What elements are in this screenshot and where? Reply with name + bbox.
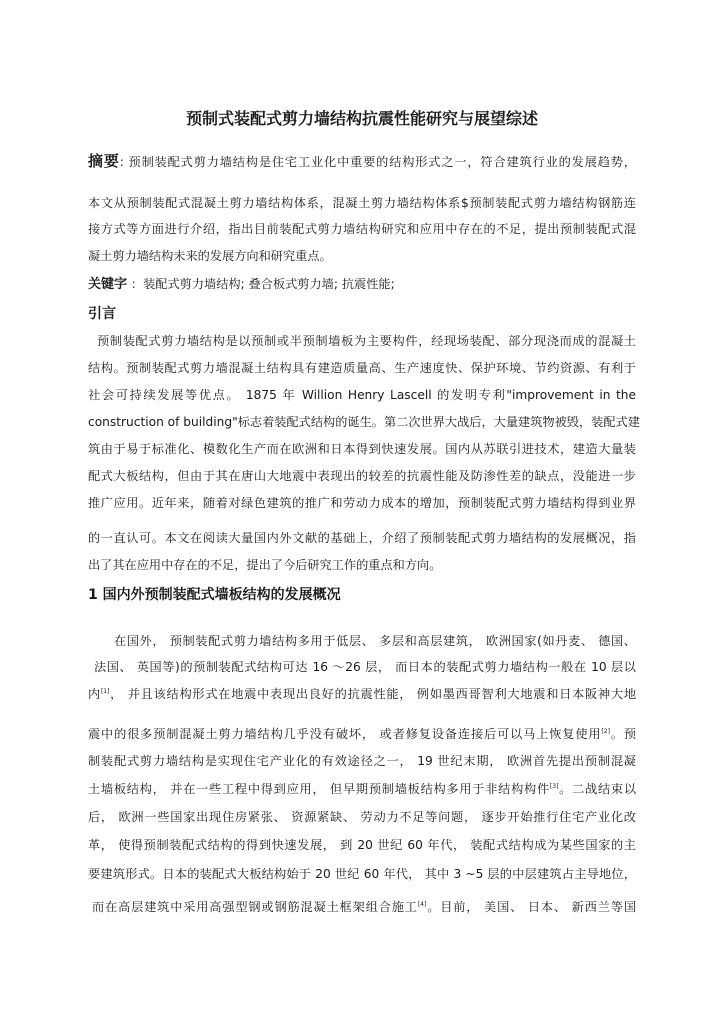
- citation-2: [2]: [601, 727, 610, 735]
- intro-line-4: construction of building"标志着装配式结构的诞生。第二次世界大战后，大量建筑物被毁，装配式建: [88, 415, 640, 429]
- intro-line-6: 配式大板结构，但由于其在唐山大地震中表现出的较差的抗震性能及防渗性差的缺点，没能进一步: [88, 469, 636, 483]
- intro-line-7: 推广应用。近年来，随着对绿色建筑的推广和劳动力成本的增加，预制装配式剪力墙结构得到业界: [88, 496, 636, 510]
- section-1-line-10-b: 。目前， 美国、 日本、 新西兰等国: [426, 900, 637, 914]
- section-1-line-2: 法国、 英国等)的预制装配式结构可达 16 ～26 层， 而日本的装配式剪力墙结构一般在 10 层以: [94, 660, 636, 674]
- section-1-line-8: 革， 使得预制装配式结构的得到快速发展， 到 20 世纪 60 年代， 装配式结构成为某些国家的主: [88, 838, 636, 852]
- citation-1: [1]: [100, 687, 110, 695]
- section-1-line-4-a: 震中的很多预制混凝土剪力墙结构几乎没有破坏， 或者修复设备连接后可以马上恢复使用: [88, 727, 602, 741]
- intro-line-5: 筑由于易于标准化、模数化生产而在欧洲和日本得到快速发展。国内从苏联引进技术，建造大量装: [88, 442, 636, 456]
- abstract-sep: :: [119, 155, 124, 169]
- section-1-line-3: [88, 685, 636, 703]
- intro-line-2: 结构。预制装配式剪力墙混凝土结构具有建造质量高、生产速度快、保护环境、节约资源、有利于: [88, 361, 636, 375]
- citation-3: [3]: [549, 782, 559, 790]
- section-1-line-5: 制装配式剪力墙结构是实现住宅产业化的有效途径之一， 19 世纪末期， 欧洲首先提出预制混凝: [88, 754, 636, 768]
- section-1-line-7: 后， 欧洲一些国家出现住房紧张、 资源紧缺、 劳动力不足等问题， 逐步开始推行住宅产业化改: [88, 810, 636, 824]
- intro-line-1: 预制装配式剪力墙结构是以预制或半预制墙板为主要构件，经现场装配、部分现浇而成的混凝土: [97, 334, 636, 348]
- abstract-line-1: [88, 152, 636, 171]
- section-1-line-6: [88, 780, 636, 798]
- abstract-line-3: 接方式等方面进行介绍，指出目前装配式剪力墙结构研究和应用中存在的不足，提出预制装配式混: [88, 222, 636, 236]
- section-1-line-1: 在国外， 预制装配式剪力墙结构多用于低层、 多层和高层建筑， 欧洲国家(如丹麦、 德国、: [114, 634, 636, 648]
- section-1-line-4: [88, 725, 636, 743]
- section-1-line-10-a: 而在高层建筑中采用高强型钢或钢筋混凝土框架组合施工: [92, 900, 418, 914]
- intro-line-3: 社会可持续发展等优点。 1875 年 Willion Henry Lascell 的发明专利"improvement in the: [88, 388, 636, 402]
- abstract-line-4: 凝土剪力墙结构未来的发展方向和研究重点。: [88, 249, 332, 263]
- abstract-label: 摘要: [88, 152, 120, 170]
- section-1-line-4-b: 。预: [609, 727, 637, 741]
- abstract-line-2: 本文从预制装配式混凝土剪力墙结构体系，混凝土剪力墙结构体系$预制装配式剪力墙结构钢筋连: [88, 196, 636, 210]
- keywords-text: ：装配式剪力墙结构; 叠合板式剪力墙; 抗震性能;: [127, 277, 395, 291]
- intro-line-8: 的一直认可。本文在阅读大量国内外文献的基础上，介绍了预制装配式剪力墙结构的发展概况，指: [88, 531, 636, 545]
- intro-heading: 引言: [88, 306, 116, 322]
- abstract-text-1: 预制装配式剪力墙结构是住宅工业化中重要的结构形式之一，符合建筑行业的发展趋势，: [123, 155, 636, 169]
- paper-title: 预制式装配式剪力墙结构抗震性能研究与展望综述: [185, 109, 538, 128]
- section-1-line-6-b: 。二战结束以: [558, 782, 637, 796]
- section-1-line-10: [92, 898, 636, 916]
- section-1-line-9: 要建筑形式。日本的装配式大板结构始于 20 世纪 60 年代， 其中 3 ~5 层的中层建筑占主导地位，: [88, 867, 636, 881]
- citation-4: [4]: [417, 900, 427, 908]
- section-1-line-6-a: 土墙板结构， 并在一些工程中得到应用， 但早期预制墙板结构多用于非结构构件: [88, 782, 550, 796]
- keywords-label: 关键字: [88, 277, 128, 292]
- section-1-line-3-b: ， 并且该结构形式在地震中表现出良好的抗震性能， 例如墨西哥智利大地震和日本阪神大地: [109, 687, 637, 701]
- intro-line-9: 出了其在应用中存在的不足，提出了今后研究工作的重点和方向。: [88, 558, 442, 572]
- section-1-heading: 1 国内外预制装配式墙板结构的发展概况: [88, 587, 341, 603]
- section-1-line-3-a: 内: [88, 687, 101, 701]
- keywords-line: [88, 275, 636, 294]
